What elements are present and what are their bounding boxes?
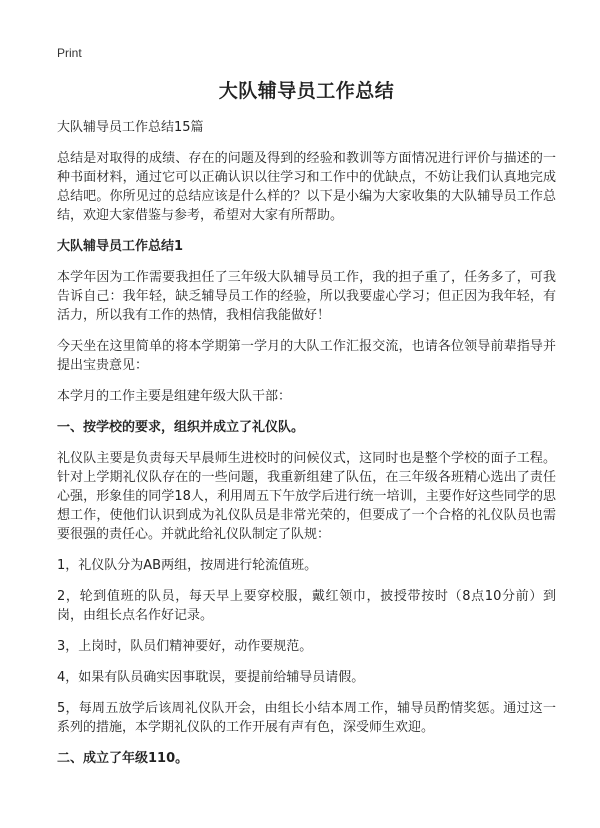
subsection-heading: 二、成立了年级110。 bbox=[57, 751, 189, 766]
subsection-heading: 一、按学校的要求，组织并成立了礼仪队。 bbox=[57, 420, 305, 435]
body-paragraph: 今天坐在这里简单的将本学期第一学月的大队工作汇报交流，也请各位领导前辈指导并提出宝贵意见： bbox=[57, 339, 556, 373]
document-subtitle: 大队辅导员工作总结15篇 bbox=[57, 120, 204, 135]
rule-item: 4，如果有队员确实因事耽误，要提前给辅导员请假。 bbox=[57, 670, 365, 685]
rule-item: 5，每周五放学后该周礼仪队开会，由组长小结本周工作，辅导员酌情奖惩。通过这一系列的措施，本学期礼仪队的工作开展有声有色，深受师生欢迎。 bbox=[57, 701, 556, 735]
body-paragraph: 本学年因为工作需要我担任了三年级大队辅导员工作，我的担子重了，任务多了，可我告诉自己：我年轻，缺乏辅导员工作的经验，所以我要虚心学习；但正因为我年轻，有活力，所以我有工作的热情，我相信我能做好！ bbox=[57, 270, 556, 323]
print-link[interactable]: Print bbox=[57, 46, 82, 60]
section-title: 大队辅导员工作总结1 bbox=[57, 239, 184, 254]
document-title: 大队辅导员工作总结 bbox=[218, 80, 395, 102]
rule-item: 2，轮到值班的队员，每天早上要穿校服，戴红领巾，披授带按时（8点10分前）到岗，由组长点名作好记录。 bbox=[57, 589, 556, 623]
body-paragraph: 本学月的工作主要是组建年级大队干部： bbox=[57, 389, 292, 404]
rule-item: 3，上岗时，队员们精神要好，动作要规范。 bbox=[57, 639, 313, 654]
intro-paragraph: 总结是对取得的成绩、存在的问题及得到的经验和教训等方面情况进行评价与描述的一种书面材料，通过它可以正确认识以往学习和工作中的优缺点，不妨让我们认真地完成总结吧。你所见过的总结应该是什么样的？以下是小编为大家收集的大队辅导员工作总结，欢迎大家借鉴与参考，希望对大家有所帮助。 bbox=[57, 151, 556, 223]
body-paragraph: 礼仪队主要是负责每天早晨师生进校时的问候仪式，这同时也是整个学校的面子工程。针对上学期礼仪队存在的一些问题，我重新组建了队伍，在三年级各班精心选出了责任心强，形象佳的同学18人，利用周五下午放学后进行统一培训，主要作好这些同学的思想工作，使他们认识到成为礼仪队员是非常光荣的，但要成了一个合格的礼仪队员也需要很强的责任心。并就此给礼仪队制定了队规： bbox=[57, 451, 556, 542]
rule-item: 1，礼仪队分为AB两组，按周进行轮流值班。 bbox=[57, 558, 318, 573]
